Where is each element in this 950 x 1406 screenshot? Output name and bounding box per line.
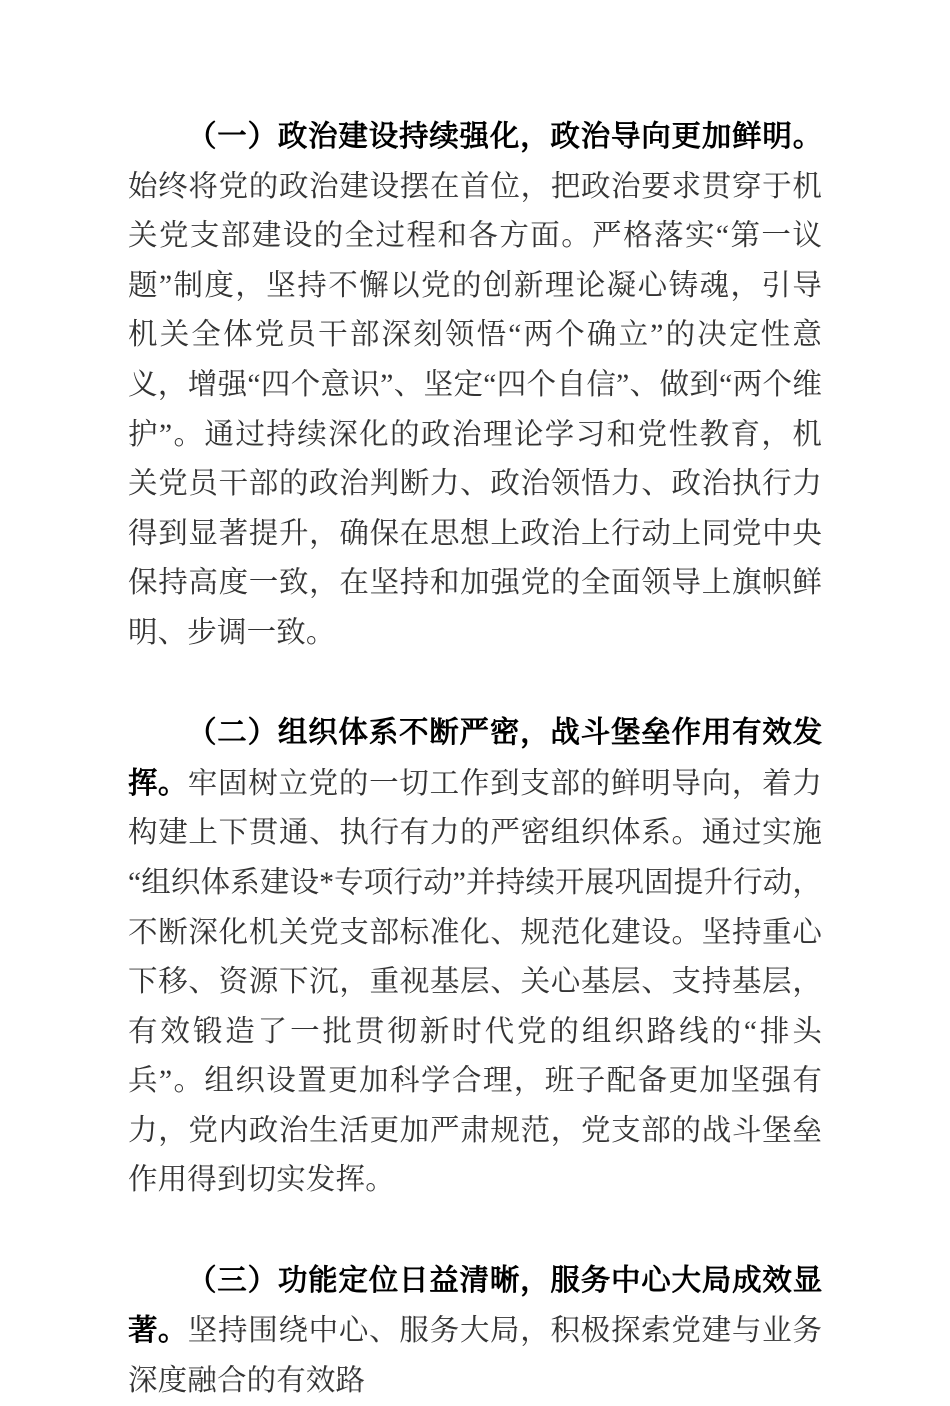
section-three-heading: （三）功能定位日益清晰，服务中心大局成效显著。	[128, 1263, 822, 1348]
section-one-heading: （一）政治建设持续强化，政治导向更加鲜明。	[187, 120, 822, 153]
section-three-body: 坚持围绕中心、服务大局，积极探索党建与业务深度融合的有效路	[128, 1315, 822, 1397]
section-two-heading: （二）组织体系不断严密，战斗堡垒作用有效发挥。	[128, 716, 822, 800]
paragraph-section-three	[128, 1256, 822, 1406]
document-text-body	[128, 112, 822, 1406]
section-two-body: 牢固树立党的一切工作到支部的鲜明导向，着力构建上下贯通、执行有力的严密组织体系。通过实施“组织体系建设*专项行动”并持续开展巩固提升行动，不断深化机关党支部标准化、规范化建设。坚持重心下移、资源下沉，重视基层、关心基层、支持基层，有效锻造了一批贯彻新时代党的组织路线的“排头兵”。组织设置更加科学合理，班子配备更加坚强有力，党内政治生活更加严肃规范，党支部的战斗堡垒作用得到切实发挥。	[128, 767, 822, 1197]
section-one-body: 始终将党的政治建设摆在首位，把政治要求贯穿于机关党支部建设的全过程和各方面。严格落实“第一议题”制度，坚持不懈以党的创新理论凝心铸魂，引导机关全体党员干部深刻领悟“两个确立”的决定性意义，增强“四个意识”、坚定“四个自信”、做到“两个维护”。通过持续深化的政治理论学习和党性教育，机关党员干部的政治判断力、政治领悟力、政治执行力得到显著提升，确保在思想上政治上行动上同党中央保持高度一致，在坚持和加强党的全面领导上旗帜鲜明、步调一致。	[128, 170, 822, 649]
paragraph-section-one	[128, 112, 822, 659]
paragraph-section-two	[128, 708, 822, 1206]
